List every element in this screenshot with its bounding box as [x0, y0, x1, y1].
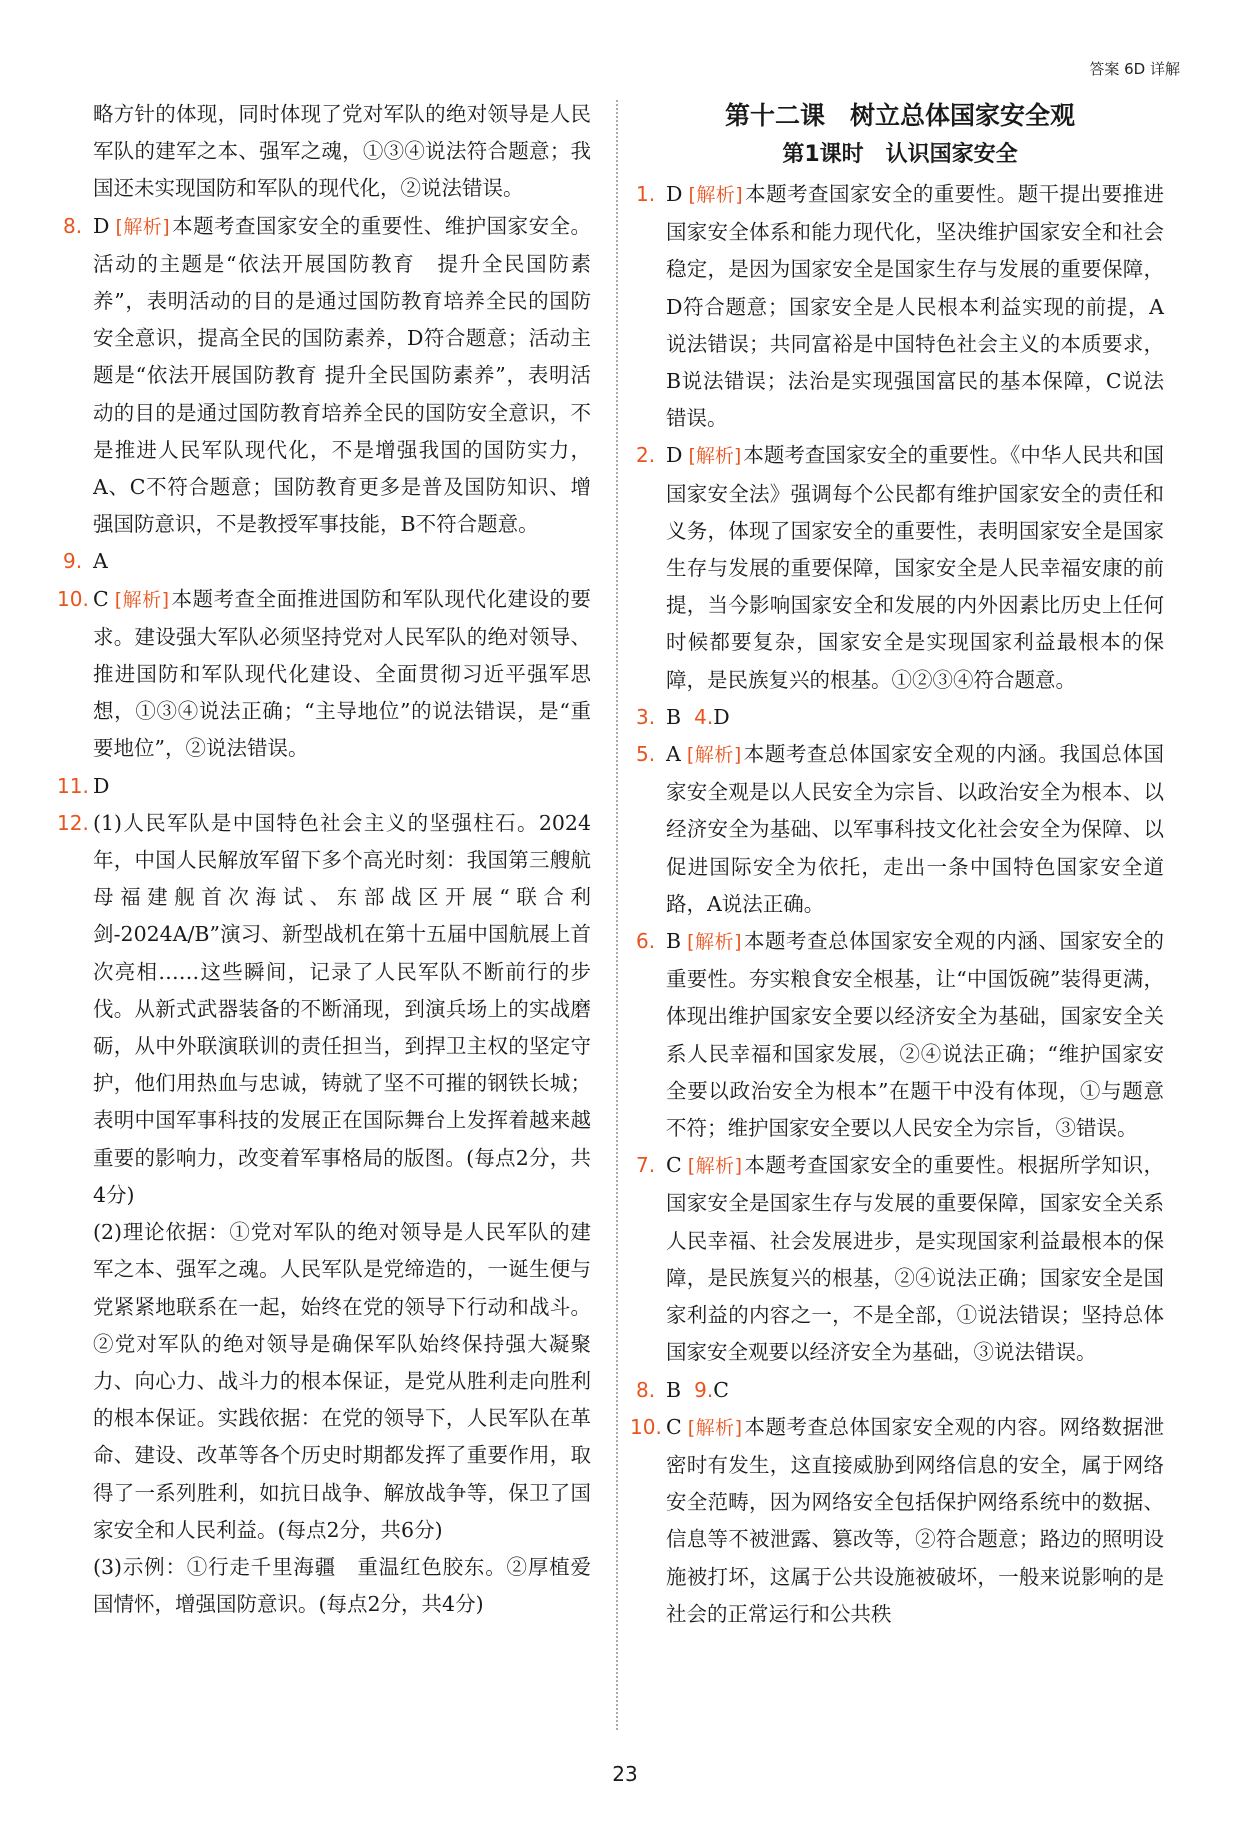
answer-letter: C [93, 586, 109, 611]
answer-part-3: (3)示例：①行走千里海疆 重温红色胶东。②厚植爱国情怀，增强国防意识。(每点2分，共4分) [93, 1554, 591, 1617]
analysis-tag: [解析] [114, 588, 170, 611]
item-number: 11. [57, 773, 89, 798]
answer-letter: C [666, 1414, 682, 1439]
answer-item-7 [636, 1147, 1164, 1371]
answer-item-3-4 [636, 699, 1164, 736]
answer-item-8-9 [636, 1372, 1164, 1409]
item-number: 4. [694, 704, 714, 729]
item-number: 10. [630, 1414, 662, 1439]
item-number: 8. [636, 1377, 656, 1402]
answer-letter: B [666, 1377, 682, 1402]
analysis-tag: [解析] [688, 184, 743, 206]
page-number: 23 [612, 1762, 638, 1786]
answer-letter: D [93, 773, 110, 798]
answer-letter: D [713, 704, 730, 729]
analysis-text: 本题考查总体国家安全观的内容。网络数据泄密时有发生，这直接威胁到网络信息的安全，属于网络安全范畴，因为网络安全包括保护网络系统中的数据、信息等不被泄露、篡改等，②符合题意；路边的照明设施被打坏，这属于公共设施被破坏，一般来说影响的是社会的正常运行和公共秩 [666, 1414, 1165, 1626]
answer-item-12-part-3 [63, 1549, 591, 1623]
answer-item-10 [630, 1409, 1165, 1633]
analysis-text: 本题考查国家安全的重要性、维护国家安全。活动的主题是“依法开展国防教育 提升全民国防素养”，表明活动的目的是通过国防教育培养全民的国防安全意识，提高全民的国防素养，D符合题意；活动主题是“依法开展国防教育 提升全民国防素养”，表明活动的目的是通过国防教育培养全民的国防安全意识，不是推进人民军队现代化，不是增强我国的国防实力，A、C不符合题意；国防教育更多是普及国防知识、增强国防意识，不是教授军事技能，B不符合题意。 [93, 213, 592, 537]
analysis-tag: [解析] [687, 1155, 743, 1178]
analysis-text: 本题考查国家安全的重要性。题干提出要推进国家安全体系和能力现代化，坚决维护国家安全和社会稳定，是因为国家安全是国家生存与发展的重要保障，D符合题意；国家安全是人民根本利益实现的前提，A说法错误；共同富裕是中国特色社会主义的本质要求，B说法错误；法治是实现强国富民的基本保障，C说法错误。 [666, 182, 1165, 431]
left-column [57, 96, 592, 1623]
answer-letter: D [666, 443, 683, 468]
right-column [630, 96, 1165, 1633]
analysis-text: 本题考查总体国家安全观的内涵、国家安全的重要性。夯实粮食安全根基，让“中国饭碗”装得更满，体现出维护国家安全要以经济安全为基础，国家安全关系人民幸福和国家发展，②④说法正确；“维护国家安全要以政治安全为根本”在题干中没有体现，①与题意不符；维护国家安全要以人民安全为宗旨，③错误。 [666, 929, 1164, 1141]
intro-continuation: 略方针的体现，同时体现了党对军队的绝对领导是人民军队的建军之本、强军之魂，①③④说法符合题意；我国还未实现国防和军队的现代化，②说法错误。 [93, 102, 591, 201]
analysis-tag: [解析] [687, 1416, 743, 1439]
answer-letter: D [93, 213, 110, 238]
answer-letter: B [666, 704, 682, 729]
answer-part-2: (2)理论依据：①党对军队的绝对领导是人民军队的建军之本、强军之魂。人民军队是党缔造的，一诞生便与党紧紧地联系在一起，始终在党的领导下行动和战斗。②党对军队的绝对领导是确保军队始终保持强大凝聚力、向心力、战斗力的根本保证，是党从胜利走向胜利的根本保证。实践依据：在党的领导下，人民军队在革命、建设、改革等各个历史时期都发挥了重要作用，取得了一系列胜利，如抗日战争、解放战争等，保卫了国家安全和人民利益。(每点2分，共6分) [93, 1220, 591, 1542]
item-number: 1. [636, 182, 656, 206]
column-divider [616, 100, 618, 1730]
item-number: 3. [636, 704, 656, 729]
lesson-title: 第十二课 树立总体国家安全观 [724, 101, 1075, 130]
analysis-tag: [解析] [686, 744, 742, 767]
answer-item-6 [636, 923, 1164, 1147]
answer-letter: D [666, 182, 683, 206]
answer-item-8 [63, 208, 591, 544]
answer-letter: C [666, 1153, 682, 1178]
analysis-tag: [解析] [688, 445, 742, 468]
analysis-text: 本题考查国家安全的重要性。根据所学知识，国家安全是国家生存与发展的重要保障，国家安全关系人民幸福、社会发展进步，是实现国家利益最根本的保障，是民族复兴的根基，②④说法正确；国家安全是国家利益的内容之一，不是全部，①说法错误；坚持总体国家安全观要以经济安全为基础，③说法错误。 [666, 1153, 1165, 1365]
page-header-label: 答案 6D 详解 [1089, 60, 1180, 78]
item-number: 10. [57, 586, 89, 611]
item-number: 9. [694, 1377, 714, 1402]
analysis-text: 本题考查全面推进国防和军队现代化建设的要求。建设强大军队必须坚持党对人民军队的绝对领导、推进国防和军队现代化建设、全面贯彻习近平强军思想，①③④说法正确；“主导地位”的说法错误，是“重要地位”，②说法错误。 [93, 586, 592, 761]
item-number: 5. [636, 742, 656, 767]
answer-item-12-part-2 [63, 1214, 591, 1549]
item-number: 7. [636, 1153, 656, 1178]
answer-letter: C [713, 1377, 729, 1402]
item-number: 2. [636, 443, 656, 468]
answer-item-2 [636, 437, 1164, 698]
item-number: 12. [57, 810, 89, 835]
answer-item-5 [636, 736, 1164, 923]
analysis-text: 本题考查总体国家安全观的内涵。我国总体国家安全观是以人民安全为宗旨、以政治安全为根本、以经济安全为基础、以军事科技文化社会安全为保障、以促进国际安全为依托，走出一条中国特色国家安全道路，A说法正确。 [666, 742, 1164, 916]
answer-item-1 [636, 176, 1164, 437]
section-title: 第1课时 认识国家安全 [782, 142, 1018, 167]
answer-item-11 [57, 768, 591, 805]
item-number: 9. [63, 549, 83, 574]
analysis-text: 本题考查国家安全的重要性。《中华人民共和国国家安全法》强调每个公民都有维护国家安全的责任和义务，体现了国家安全的重要性，表明国家安全是国家生存与发展的重要保障，国家安全是人民幸福安康的前提，当今影响国家安全和发展的内外因素比历史上任何时候都要复杂，国家安全是实现国家利益最根本的保障，是民族复兴的根基。①②③④符合题意。 [666, 443, 1165, 692]
answer-item-10 [57, 581, 592, 768]
analysis-tag: [解析] [115, 215, 170, 238]
answer-item-9 [63, 543, 591, 580]
answer-part-1: (1)人民军队是中国特色社会主义的坚强柱石。2024年，中国人民解放军留下多个高光时刻：我国第三艘航母福建舰首次海试、东部战区开展“联合利剑-2024A/B”演习、新型战机在第十五届中国航展上首次亮相……这些瞬间，记录了人民军队不断前行的步伐。从新式武器装备的不断涌现，到演兵场上的实战磨砺，从中外联演联训的责任担当，到捍卫主权的坚定守护，他们用热血与忠诚，铸就了坚不可摧的钢铁长城；表明中国军事科技的发展正在国际舞台上发挥着越来越重要的影响力，改变着军事格局的版图。(每点2分，共4分) [93, 810, 591, 1207]
answer-letter: B [666, 929, 682, 954]
answer-letter: A [93, 549, 108, 574]
answer-letter: A [666, 742, 681, 767]
analysis-tag: [解析] [687, 931, 742, 954]
item-number: 8. [63, 213, 83, 238]
item-number: 6. [636, 929, 656, 954]
answer-item-12 [57, 805, 591, 1214]
